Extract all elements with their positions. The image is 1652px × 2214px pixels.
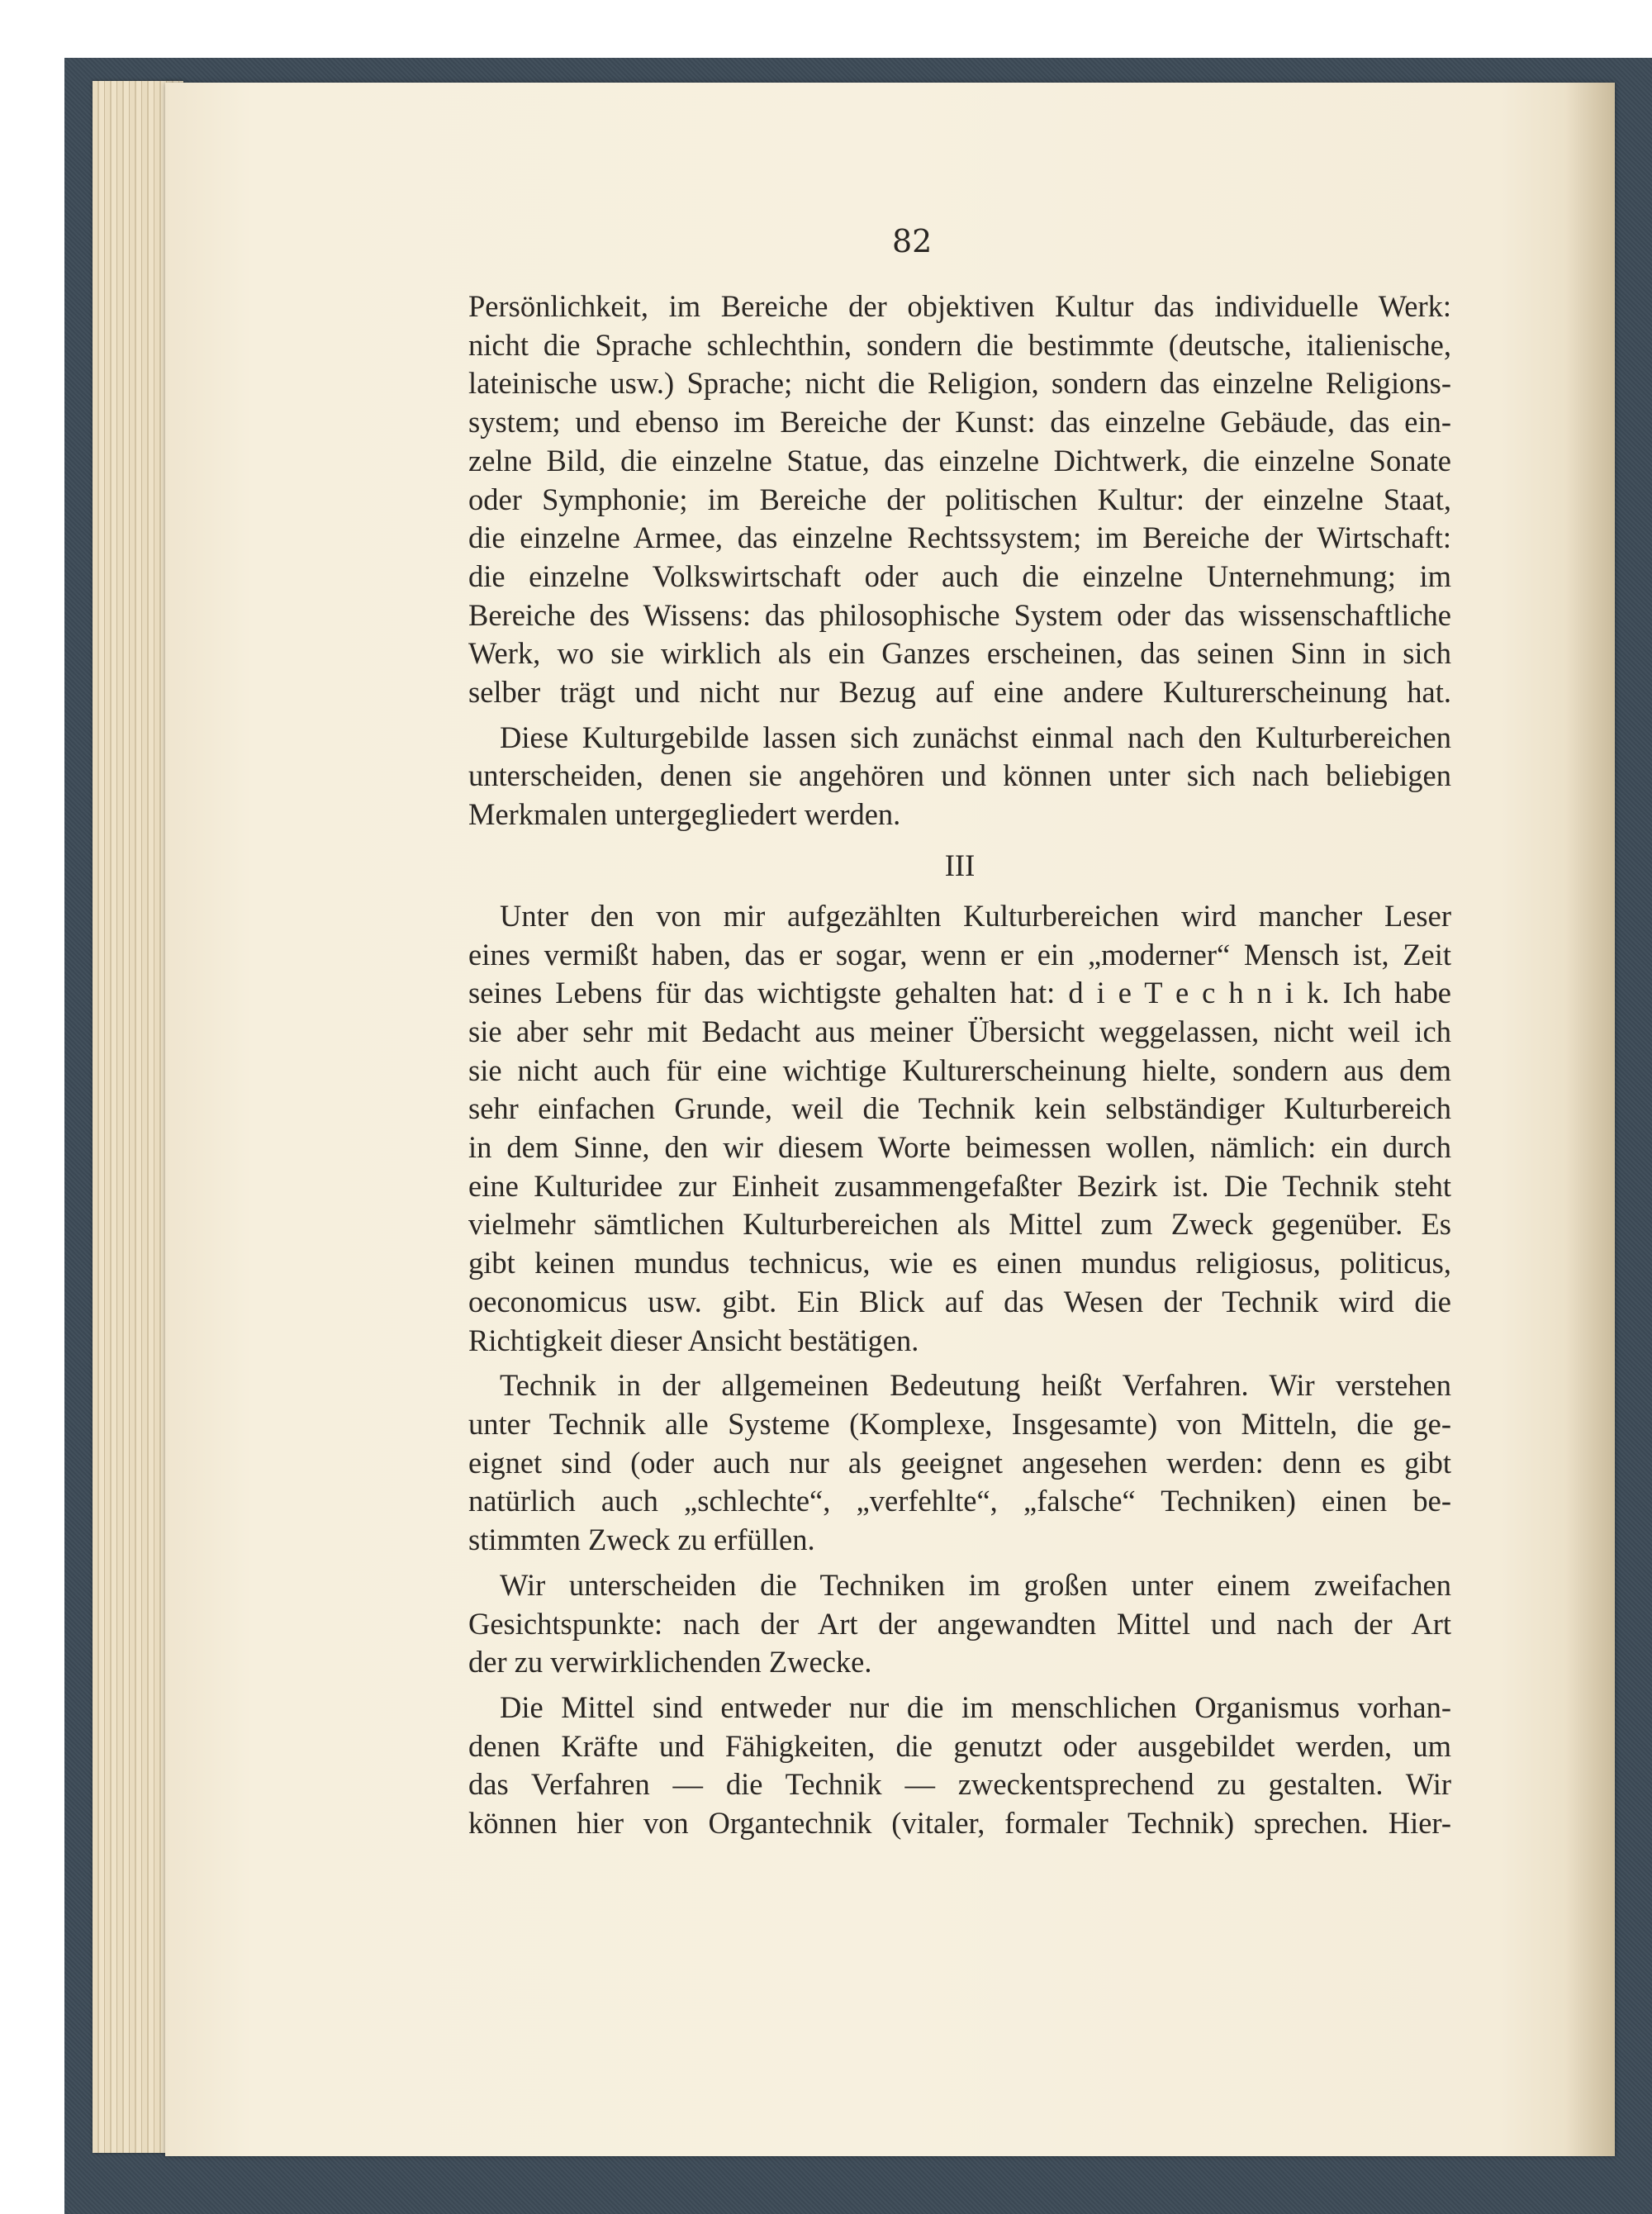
text-line: Werk, wo sie wirklich als ein Ganzes erscheinen, das seinen Sinn in sich: [468, 636, 1451, 671]
text-line: eignet sind (oder auch nur als geeignet angesehen werden: denn es gibt: [468, 1445, 1451, 1480]
text-line: oder Symphonie; im Bereiche der politischen Kultur: der einzelne Staat,: [468, 482, 1451, 516]
text-line: die einzelne Volkswirtschaft oder auch die einzelne Unternehmung; im: [468, 558, 1451, 593]
text-line: können hier von Organtechnik (vitaler, formaler Technik) sprechen. Hier-: [468, 1806, 1451, 1841]
text-line: Persönlichkeit, im Bereiche der objektiven Kultur das individuelle Werk:: [468, 289, 1451, 323]
text-line: denen Kräfte und Fähigkeiten, die genutzt oder ausgebildet werden, um: [468, 1728, 1451, 1763]
text-line: eines vermißt haben, das er sogar, wenn er ein „moderner“ Mensch ist, Zeit: [468, 937, 1451, 972]
text-line: Merkmalen untergegliedert werden.: [468, 797, 901, 832]
text-line: sehr einfachen Grunde, weil die Technik kein selbständiger Kulturbereich: [468, 1091, 1451, 1126]
text-line: Diese Kulturgebilde lassen sich zunächst einmal nach den Kulturbereichen: [500, 720, 1451, 754]
text-line: Richtigkeit dieser Ansicht bestätigen.: [468, 1323, 919, 1357]
paragraph: [468, 1366, 1451, 1560]
text-line: selber trägt und nicht nur Bezug auf eine andere Kulturerscheinung hat.: [468, 675, 1451, 710]
paragraph: [468, 1689, 1451, 1843]
paragraph: [468, 719, 1451, 834]
text-line: in dem Sinne, den wir diesem Worte beimessen wollen, nämlich: ein durch: [468, 1130, 1451, 1165]
text-line: zelne Bild, die einzelne Statue, das einzelne Dichtwerk, die einzelne Sonate: [468, 443, 1451, 477]
text-line: natürlich auch „schlechte“, „verfehlte“, „falsche“ Techniken) einen be-: [468, 1484, 1451, 1518]
text-line: system; und ebenso im Bereiche der Kunst: das einzelne Gebäude, das ein-: [468, 405, 1451, 439]
text-line: vielmehr sämtlichen Kulturbereichen als Mittel zum Zweck gegenüber. Es: [468, 1207, 1451, 1242]
text-line: unter Technik alle Systeme (Komplexe, Insgesamte) von Mitteln, die ge-: [468, 1406, 1451, 1441]
text-line: stimmten Zweck zu erfüllen.: [468, 1523, 815, 1557]
body-text: [468, 287, 1451, 1843]
section-heading: III: [944, 848, 976, 882]
text-line: Unter den von mir aufgezählten Kulturbereichen wird mancher Leser: [500, 898, 1451, 933]
text-line: Bereiche des Wissens: das philosophische System oder das wissenschaftliche: [468, 597, 1451, 632]
text-line: die einzelne Armee, das einzelne Rechtssystem; im Bereiche der Wirtschaft:: [468, 520, 1451, 555]
text-line: eine Kulturidee zur Einheit zusammengefaßter Bezirk ist. Die Technik steht: [468, 1168, 1451, 1203]
text-line: Wir unterscheiden die Techniken im großen unter einem zweifachen: [500, 1567, 1451, 1602]
text-line: Technik in der allgemeinen Bedeutung heißt Verfahren. Wir verstehen: [500, 1368, 1451, 1403]
text-line: Die Mittel sind entweder nur die im menschlichen Organismus vorhan-: [500, 1689, 1451, 1724]
page-gutter-shadow: [1565, 83, 1615, 2156]
text-line: das Verfahren — die Technik — zweckentsprechend zu gestalten. Wir: [468, 1767, 1451, 1802]
text-line: nicht die Sprache schlechthin, sondern die bestimmte (deutsche, italienische,: [468, 327, 1451, 362]
text-line: Gesichtspunkte: nach der Art der angewandten Mittel und nach der Art: [468, 1606, 1451, 1641]
text-line: gibt keinen mundus technicus, wie es einen mundus religiosus, politicus,: [468, 1246, 1451, 1280]
text-line: sie nicht auch für eine wichtige Kulturerscheinung hielte, sondern aus dem: [468, 1052, 1451, 1087]
text-line: unterscheiden, denen sie angehören und können unter sich nach beliebigen: [468, 758, 1451, 793]
text-line: der zu verwirklichenden Zwecke.: [468, 1645, 872, 1680]
paragraph: [468, 897, 1451, 1360]
paragraph: [468, 287, 1451, 712]
text-line: lateinische usw.) Sprache; nicht die Religion, sondern das einzelne Religions-: [468, 366, 1451, 401]
page-number: 82: [892, 223, 933, 259]
text-line: sie aber sehr mit Bedacht aus meiner Übersicht weggelassen, nicht weil ich: [468, 1014, 1451, 1048]
paragraph: [468, 1566, 1451, 1682]
text-line: seines Lebens für das wichtigste gehalten hat: d i e T e c h n i k. Ich habe: [468, 976, 1451, 1010]
text-line: oeconomicus usw. gibt. Ein Blick auf das Wesen der Technik wird die: [468, 1284, 1451, 1318]
